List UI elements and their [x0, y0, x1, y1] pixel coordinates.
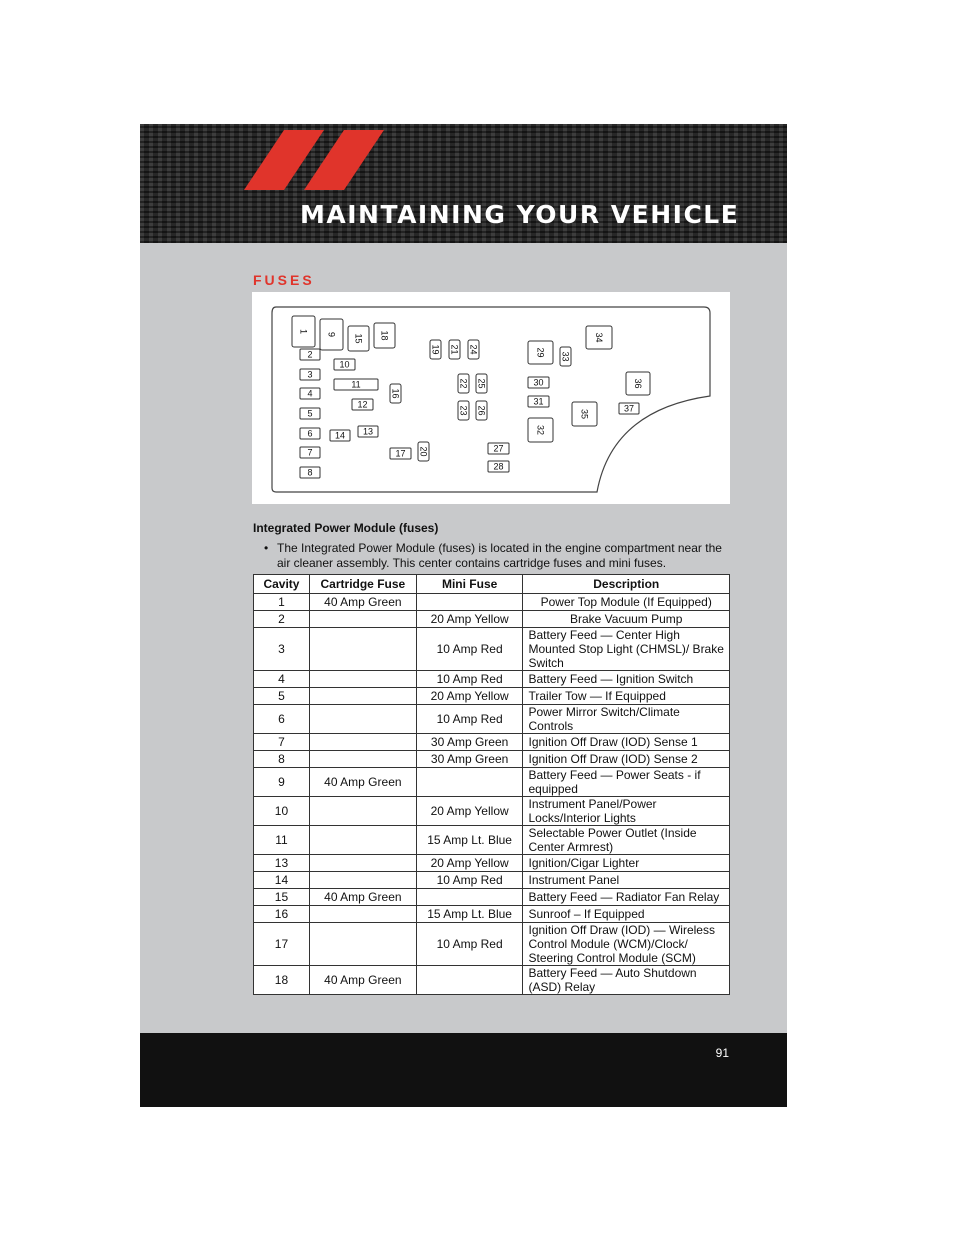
page-footer: [140, 1033, 787, 1107]
cell-mini: [416, 889, 523, 906]
cell-mini: 20 Amp Yellow: [416, 688, 523, 705]
cell-mini: 30 Amp Green: [416, 734, 523, 751]
cell-cavity: 4: [254, 671, 310, 688]
cell-mini: 20 Amp Yellow: [416, 611, 523, 628]
cell-mini: 10 Amp Red: [416, 671, 523, 688]
fuse-label: 3: [307, 369, 313, 380]
fuse-label: 4: [307, 388, 313, 399]
fuse-label: 36: [633, 378, 643, 389]
cell-description: Ignition Off Draw (IOD) Sense 1: [523, 734, 730, 751]
cell-mini: 20 Amp Yellow: [416, 855, 523, 872]
cell-cavity: 18: [254, 966, 310, 995]
cell-mini: 10 Amp Red: [416, 705, 523, 734]
cell-description: Battery Feed — Center High Mounted Stop Light (CHMSL)/ Brake Switch: [523, 628, 730, 671]
cell-description: Instrument Panel: [523, 872, 730, 889]
fuse-label: 11: [351, 379, 361, 390]
cell-description: Battery Feed — Radiator Fan Relay: [523, 889, 730, 906]
cell-cavity: 10: [254, 797, 310, 826]
section-title: FUSES: [253, 272, 315, 288]
cell-description: Selectable Power Outlet (Inside Center Armrest): [523, 826, 730, 855]
fuse-label: 34: [594, 332, 604, 343]
bullet-item: [264, 541, 734, 571]
fuse-label: 18: [379, 330, 390, 341]
cell-mini: 15 Amp Lt. Blue: [416, 906, 523, 923]
fuse-label: 26: [476, 405, 487, 416]
chapter-title: MAINTAINING YOUR VEHICLE: [300, 200, 740, 229]
table-row: [254, 768, 730, 797]
table-row: [254, 966, 730, 995]
cell-cavity: 8: [254, 751, 310, 768]
table-row: [254, 611, 730, 628]
cell-cartridge: 40 Amp Green: [309, 966, 416, 995]
bullet-dot-icon: •: [264, 541, 269, 555]
col-header-description: Description: [523, 575, 730, 594]
cell-cavity: 17: [254, 923, 310, 966]
cell-cavity: 15: [254, 889, 310, 906]
table-header-row: [254, 575, 730, 594]
fuse-label: 15: [353, 333, 364, 344]
table-row: [254, 826, 730, 855]
fuse-box-diagram: [252, 292, 730, 504]
cell-cavity: 11: [254, 826, 310, 855]
col-header-cartridge: Cartridge Fuse: [309, 575, 416, 594]
table-row: [254, 688, 730, 705]
cell-mini: 10 Amp Red: [416, 923, 523, 966]
table-row: [254, 594, 730, 611]
col-header-mini: Mini Fuse: [416, 575, 523, 594]
table-row: [254, 734, 730, 751]
fuse-label: 28: [493, 461, 504, 472]
fuse-label: 8: [307, 467, 313, 478]
cell-mini: [416, 594, 523, 611]
cell-mini: [416, 768, 523, 797]
cell-cartridge: [309, 906, 416, 923]
cell-mini: 10 Amp Red: [416, 628, 523, 671]
fuse-label: 30: [533, 377, 544, 388]
fuse-label: 17: [395, 448, 406, 459]
table-row: [254, 797, 730, 826]
cell-cartridge: [309, 611, 416, 628]
cell-description: Instrument Panel/Power Locks/Interior Lights: [523, 797, 730, 826]
cell-cartridge: [309, 797, 416, 826]
cell-description: Battery Feed — Ignition Switch: [523, 671, 730, 688]
cell-cartridge: [309, 734, 416, 751]
table-row: [254, 906, 730, 923]
cell-description: Brake Vacuum Pump: [523, 611, 730, 628]
fuse-label: 29: [535, 347, 546, 358]
fuse-label: 31: [533, 396, 544, 407]
fuse-label: 1: [298, 328, 309, 335]
table-row: [254, 872, 730, 889]
cell-cartridge: 40 Amp Green: [309, 768, 416, 797]
fuse-label: 22: [458, 378, 469, 389]
cell-description: Battery Feed — Power Seats - if equipped: [523, 768, 730, 797]
fuse-label: 7: [307, 447, 313, 458]
cell-mini: 30 Amp Green: [416, 751, 523, 768]
cell-description: Ignition Off Draw (IOD) Sense 2: [523, 751, 730, 768]
red-double-stripe-logo-icon: [244, 130, 384, 190]
cell-cartridge: [309, 923, 416, 966]
fuse-label: 37: [623, 403, 635, 414]
cell-cartridge: [309, 826, 416, 855]
cell-cavity: 2: [254, 611, 310, 628]
fuse-label: 20: [418, 446, 429, 457]
table-row: [254, 855, 730, 872]
cell-cavity: 1: [254, 594, 310, 611]
bullet-text: The Integrated Power Module (fuses) is located in the engine compartment near the air cleaner assembly. This center contains cartridge fuses and mini fuses.: [277, 541, 722, 570]
cell-description: Ignition Off Draw (IOD) — Wireless Control Module (WCM)/Clock/ Steering Control Module (SCM): [523, 923, 730, 966]
cell-cavity: 5: [254, 688, 310, 705]
cell-mini: [416, 966, 523, 995]
cell-cartridge: [309, 688, 416, 705]
fuse-label: 2: [307, 349, 313, 360]
fuse-label: 6: [307, 428, 313, 439]
cell-mini: 20 Amp Yellow: [416, 797, 523, 826]
table-row: [254, 889, 730, 906]
table-row: [254, 628, 730, 671]
cell-description: Trailer Tow — If Equipped: [523, 688, 730, 705]
cell-cavity: 3: [254, 628, 310, 671]
cell-cavity: 6: [254, 705, 310, 734]
col-header-cavity: Cavity: [254, 575, 310, 594]
fuse-label: 9: [326, 331, 337, 338]
cell-cartridge: [309, 855, 416, 872]
cell-cartridge: 40 Amp Green: [309, 594, 416, 611]
cell-cavity: 13: [254, 855, 310, 872]
fuse-label: 12: [357, 399, 368, 410]
cell-cartridge: [309, 705, 416, 734]
fuse-label: 10: [339, 359, 350, 370]
fuse-label: 13: [362, 426, 374, 437]
cell-description: Ignition/Cigar Lighter: [523, 855, 730, 872]
fuse-label: 32: [535, 424, 546, 436]
cell-cartridge: 40 Amp Green: [309, 889, 416, 906]
fuse-label: 19: [430, 344, 441, 355]
cell-cavity: 16: [254, 906, 310, 923]
cell-cavity: 14: [254, 872, 310, 889]
cell-description: Battery Feed — Auto Shutdown (ASD) Relay: [523, 966, 730, 995]
cell-cartridge: [309, 872, 416, 889]
fuse-label: 25: [476, 378, 487, 389]
table-row: [254, 705, 730, 734]
table-row: [254, 751, 730, 768]
fuse-label: 33: [560, 351, 571, 362]
cell-description: Power Top Module (If Equipped): [523, 594, 730, 611]
fuse-table: [253, 574, 730, 995]
cell-cartridge: [309, 628, 416, 671]
fuse-label: 23: [458, 405, 469, 416]
cell-cartridge: [309, 671, 416, 688]
fuse-label: 5: [307, 408, 313, 419]
chapter-header: [140, 124, 787, 243]
cell-cavity: 7: [254, 734, 310, 751]
fuse-label: 35: [579, 408, 590, 420]
subsection-heading: Integrated Power Module (fuses): [253, 521, 439, 535]
cell-cartridge: [309, 751, 416, 768]
cell-description: Power Mirror Switch/Climate Controls: [523, 705, 730, 734]
table-row: [254, 671, 730, 688]
fuse-label: 24: [468, 344, 479, 355]
fuse-label: 21: [449, 344, 460, 355]
page-number: 91: [715, 1046, 729, 1060]
cell-mini: 15 Amp Lt. Blue: [416, 826, 523, 855]
manual-page: [140, 124, 787, 1107]
fuse-label: 16: [390, 388, 401, 399]
cell-description: Sunroof – If Equipped: [523, 906, 730, 923]
cell-cavity: 9: [254, 768, 310, 797]
fuse-label: 27: [493, 443, 504, 454]
cell-mini: 10 Amp Red: [416, 872, 523, 889]
fuse-label: 14: [334, 430, 346, 441]
table-row: [254, 923, 730, 966]
